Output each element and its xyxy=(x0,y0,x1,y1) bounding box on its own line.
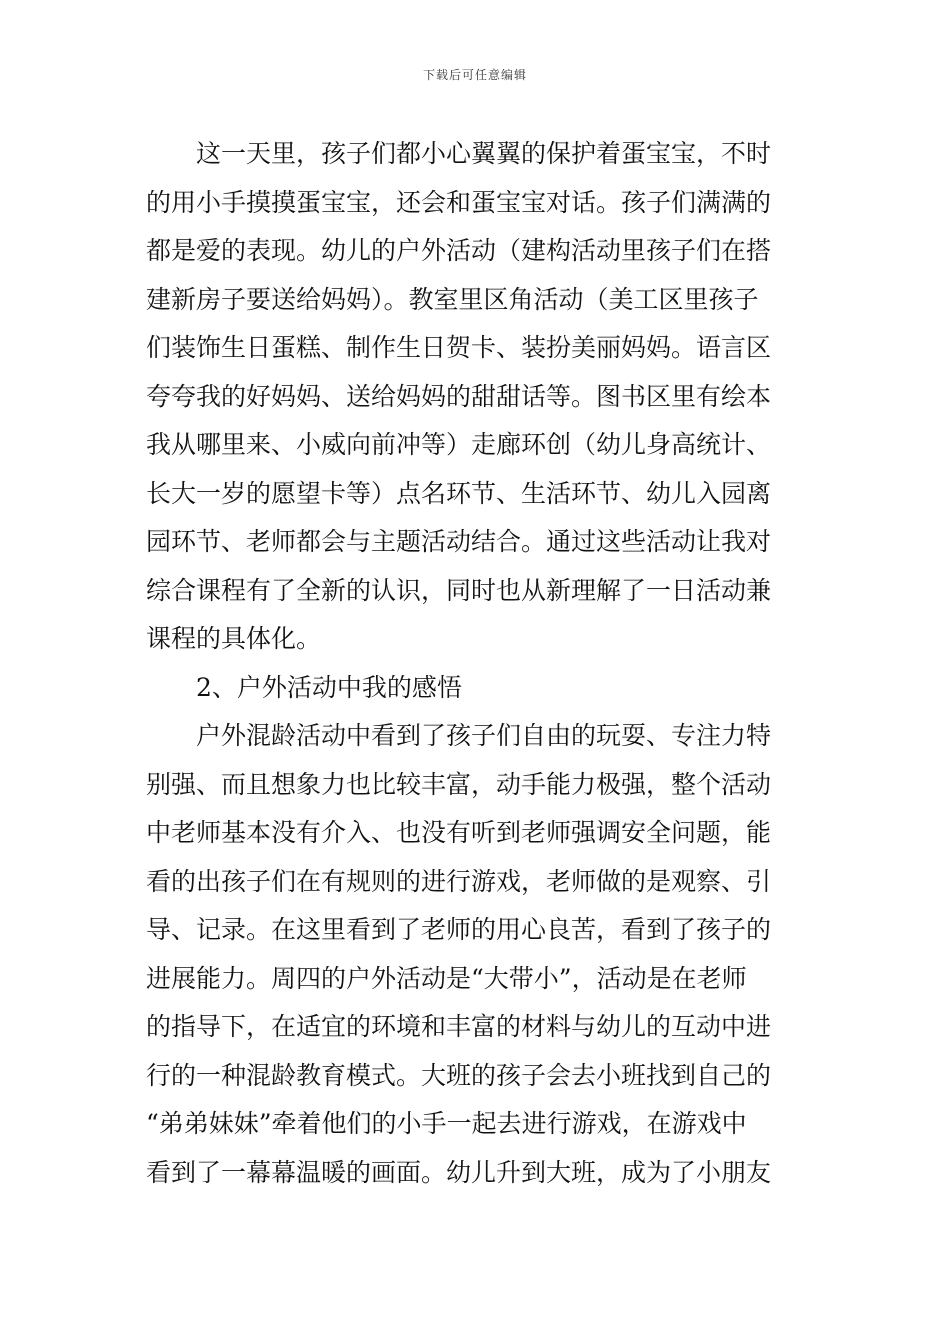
page-header-note: 下载后可任意编辑 xyxy=(422,68,527,82)
text-line: 别强、而且想象力也比较丰富，动手能力极强，整个活动 xyxy=(146,769,772,799)
text-line: “弟弟妹妹”牵着他们的小手一起去进行游戏，在游戏中 xyxy=(146,1109,747,1138)
text-line: 中老师基本没有介入、也没有听到老师强调安全问题，能 xyxy=(146,818,772,847)
text-line: 我从哪里来、小威向前冲等）走廊环创（幼儿身高统计、 xyxy=(146,430,772,459)
document-body xyxy=(146,130,816,1197)
section-heading-text: 2、户外活动中我的感悟 xyxy=(196,672,462,702)
text-line: 们装饰生日蛋糕、制作生日贺卡、装扮美丽妈妈。语言区 xyxy=(146,333,772,362)
text-line: 综合课程有了全新的认识，同时也从新理解了一日活动兼 xyxy=(146,575,772,605)
paragraph-1 xyxy=(146,130,816,664)
text-line: 长大一岁的愿望卡等）点名环节、生活环节、幼儿入园离 xyxy=(146,478,772,508)
text-line: 看到了一幕幕温暖的画面。幼儿升到大班，成为了小朋友 xyxy=(146,1157,772,1187)
text-line: 课程的具体化。 xyxy=(146,624,322,653)
text-line: 这一天里，孩子们都小心翼翼的保护着蛋宝宝，不时 xyxy=(196,139,772,168)
text-line: 的指导下，在适宜的环境和丰富的材料与幼儿的互动中进 xyxy=(146,1012,772,1041)
text-line: 进展能力。周四的户外活动是“大带小”，活动是在老师 xyxy=(146,963,747,993)
text-line: 夸夸我的好妈妈、送给妈妈的甜甜话等。图书区里有绘本 xyxy=(146,381,772,411)
text-line: 建新房子要送给妈妈）。教室里区角活动（美工区里孩子 xyxy=(146,284,759,314)
section-heading xyxy=(146,664,816,713)
paragraph-2 xyxy=(146,712,816,1197)
text-line: 的用小手摸摸蛋宝宝，还会和蛋宝宝对话。孩子们满满的 xyxy=(146,187,772,217)
text-line: 行的一种混龄教育模式。大班的孩子会去小班找到自己的 xyxy=(146,1060,772,1090)
text-line: 导、记录。在这里看到了老师的用心良苦，看到了孩子的 xyxy=(146,915,772,944)
text-line: 都是爱的表现。幼儿的户外活动（建构活动里孩子们在搭 xyxy=(146,236,772,265)
text-line: 户外混龄活动中看到了孩子们自由的玩耍、专注力特 xyxy=(196,721,772,750)
text-line: 看的出孩子们在有规则的进行游戏，老师做的是观察、引 xyxy=(146,866,772,896)
text-line: 园环节、老师都会与主题活动结合。通过这些活动让我对 xyxy=(146,527,772,556)
